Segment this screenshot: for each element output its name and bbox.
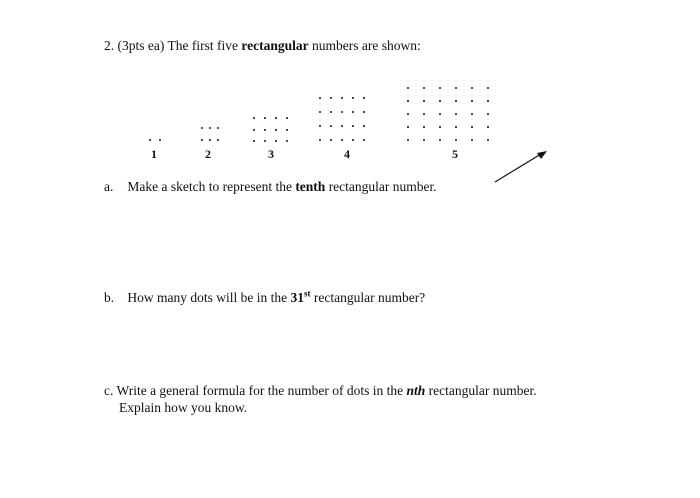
question-number: 2. [104,38,115,53]
part-c-text-pre: c. Write a general formula for the number of dots in the [104,383,404,398]
part-a-text-post: rectangular number. [328,179,437,194]
part-b-text-pre: How many dots will be in the [127,290,288,305]
part-a-letter: a. [104,179,114,194]
figure-label-3: 3 [268,147,274,161]
part-c-text-post: rectangular number. [428,383,537,398]
question-intro-bold: rectangular [241,38,309,53]
question-intro-pre: The first five [167,38,238,53]
part-b-letter: b. [104,290,115,305]
part-b-text-bold [290,290,310,305]
figure-label-5: 5 [452,147,458,161]
part-b [104,290,425,306]
figure-label-4: 4 [344,147,350,161]
part-c-line-1 [104,383,537,399]
question-intro-post: numbers are shown: [311,38,421,53]
part-a [104,179,437,195]
part-a-text-bold: tenth [295,179,326,194]
part-b-ordinal: 31 [290,290,304,305]
question-points: (3pts ea) [117,38,165,53]
figure-label-2: 2 [205,147,211,161]
part-b-text-post: rectangular number? [313,290,426,305]
figure-label-1: 1 [151,147,157,161]
part-b-ordinal-suffix: st [303,288,311,299]
part-c-nth: nth [406,383,426,398]
part-c-line-2: Explain how you know. [119,400,248,415]
part-a-text-pre: Make a sketch to represent the [127,179,292,194]
part-c-text-bold [406,383,425,398]
